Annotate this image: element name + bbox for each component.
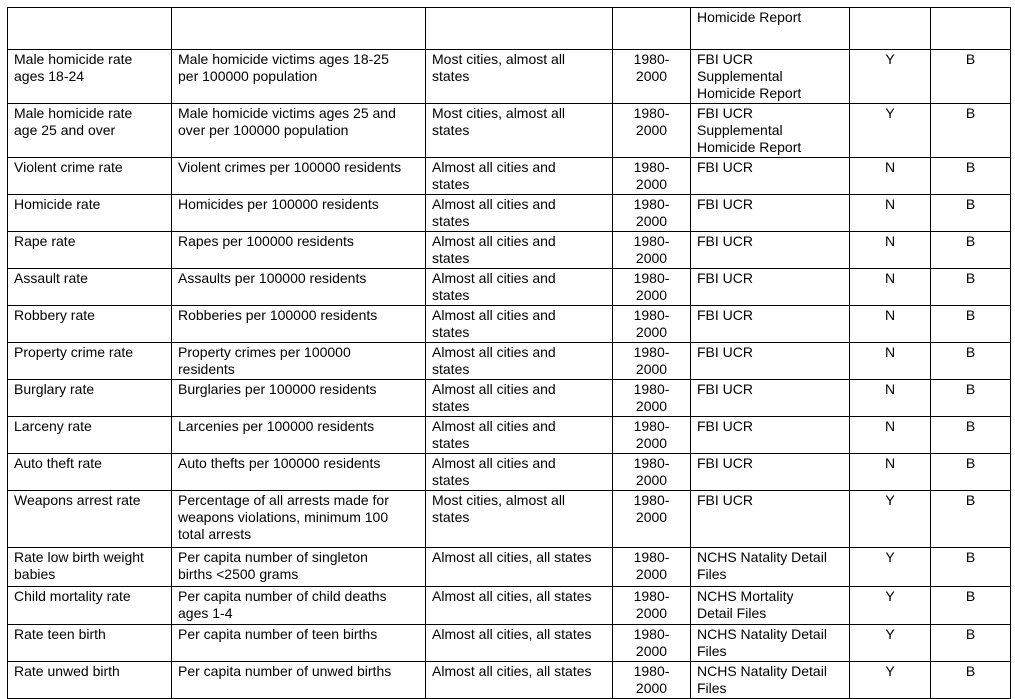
source-cell: FBI UCR: [691, 195, 850, 232]
coverage-cell: [426, 8, 613, 50]
coverage-cell: Almost all cities, all states: [426, 625, 613, 662]
table-row: [8, 50, 1011, 104]
coverage-cell: Almost all cities and states: [426, 417, 613, 454]
type-cell: B: [931, 232, 1011, 269]
indicator-name-cell: Robbery rate: [8, 306, 172, 343]
years-cell: 1980- 2000: [613, 104, 691, 158]
source-cell: NCHS Natality Detail Files: [691, 548, 850, 587]
flag-cell: Y: [850, 50, 931, 104]
flag-cell: Y: [850, 587, 931, 625]
coverage-cell: Almost all cities, all states: [426, 548, 613, 587]
years-cell: 1980- 2000: [613, 306, 691, 343]
coverage-cell: Almost all cities and states: [426, 269, 613, 306]
source-cell: FBI UCR: [691, 491, 850, 548]
coverage-cell: Almost all cities, all states: [426, 662, 613, 699]
type-cell: B: [931, 417, 1011, 454]
source-cell: NCHS Natality Detail Files: [691, 662, 850, 699]
flag-cell: N: [850, 195, 931, 232]
type-cell: [931, 8, 1011, 50]
table-row: [8, 380, 1011, 417]
indicator-name-cell: Assault rate: [8, 269, 172, 306]
table-row: [8, 158, 1011, 195]
table-row: [8, 104, 1011, 158]
coverage-cell: Almost all cities and states: [426, 232, 613, 269]
type-cell: B: [931, 104, 1011, 158]
flag-cell: Y: [850, 104, 931, 158]
indicator-name-cell: Property crime rate: [8, 343, 172, 380]
type-cell: B: [931, 662, 1011, 699]
indicator-name-cell: Rate unwed birth: [8, 662, 172, 699]
type-cell: B: [931, 454, 1011, 491]
source-cell: FBI UCR: [691, 269, 850, 306]
indicator-name-cell: Rape rate: [8, 232, 172, 269]
source-cell: FBI UCR: [691, 158, 850, 195]
table-row: [8, 491, 1011, 548]
source-cell: FBI UCR: [691, 454, 850, 491]
definition-cell: Male homicide victims ages 25 and over per 100000 population: [172, 104, 426, 158]
table-row: [8, 269, 1011, 306]
type-cell: B: [931, 548, 1011, 587]
table-row: [8, 306, 1011, 343]
table-row: [8, 625, 1011, 662]
indicator-name-cell: [8, 8, 172, 50]
source-cell: FBI UCR Supplemental Homicide Report: [691, 104, 850, 158]
years-cell: 1980- 2000: [613, 417, 691, 454]
indicator-name-cell: Child mortality rate: [8, 587, 172, 625]
indicator-name-cell: Rate teen birth: [8, 625, 172, 662]
years-cell: 1980- 2000: [613, 491, 691, 548]
flag-cell: Y: [850, 662, 931, 699]
source-cell: Homicide Report: [691, 8, 850, 50]
coverage-cell: Almost all cities and states: [426, 195, 613, 232]
definition-cell: Per capita number of unwed births: [172, 662, 426, 699]
coverage-cell: Almost all cities and states: [426, 343, 613, 380]
definition-cell: Auto thefts per 100000 residents: [172, 454, 426, 491]
coverage-cell: Almost all cities and states: [426, 158, 613, 195]
table-row: [8, 587, 1011, 625]
type-cell: B: [931, 491, 1011, 548]
coverage-cell: Almost all cities, all states: [426, 587, 613, 625]
flag-cell: Y: [850, 625, 931, 662]
coverage-cell: Most cities, almost all states: [426, 491, 613, 548]
type-cell: B: [931, 587, 1011, 625]
years-cell: 1980- 2000: [613, 548, 691, 587]
years-cell: 1980- 2000: [613, 232, 691, 269]
indicator-name-cell: Violent crime rate: [8, 158, 172, 195]
indicator-name-cell: Male homicide rate age 25 and over: [8, 104, 172, 158]
definition-cell: Larcenies per 100000 residents: [172, 417, 426, 454]
type-cell: B: [931, 380, 1011, 417]
source-cell: FBI UCR: [691, 417, 850, 454]
source-cell: FBI UCR: [691, 380, 850, 417]
definition-cell: Percentage of all arrests made for weapons violations, minimum 100 total arrests: [172, 491, 426, 548]
flag-cell: N: [850, 232, 931, 269]
source-cell: NCHS Mortality Detail Files: [691, 587, 850, 625]
definition-cell: Male homicide victims ages 18-25 per 100000 population: [172, 50, 426, 104]
years-cell: 1980- 2000: [613, 343, 691, 380]
flag-cell: N: [850, 380, 931, 417]
type-cell: B: [931, 50, 1011, 104]
definition-cell: [172, 8, 426, 50]
definition-cell: Assaults per 100000 residents: [172, 269, 426, 306]
definition-cell: Burglaries per 100000 residents: [172, 380, 426, 417]
definition-cell: Property crimes per 100000 residents: [172, 343, 426, 380]
definition-cell: Rapes per 100000 residents: [172, 232, 426, 269]
table-row: [8, 417, 1011, 454]
flag-cell: N: [850, 343, 931, 380]
indicator-name-cell: Homicide rate: [8, 195, 172, 232]
flag-cell: Y: [850, 491, 931, 548]
indicator-name-cell: Weapons arrest rate: [8, 491, 172, 548]
flag-cell: N: [850, 454, 931, 491]
years-cell: 1980- 2000: [613, 380, 691, 417]
years-cell: 1980- 2000: [613, 662, 691, 699]
type-cell: B: [931, 306, 1011, 343]
table-row: [8, 662, 1011, 699]
years-cell: 1980- 2000: [613, 195, 691, 232]
source-cell: FBI UCR: [691, 232, 850, 269]
flag-cell: N: [850, 417, 931, 454]
definition-cell: Violent crimes per 100000 residents: [172, 158, 426, 195]
indicator-name-cell: Male homicide rate ages 18-24: [8, 50, 172, 104]
coverage-cell: Almost all cities and states: [426, 380, 613, 417]
indicator-table: [7, 7, 1011, 699]
type-cell: B: [931, 195, 1011, 232]
indicator-name-cell: Rate low birth weight babies: [8, 548, 172, 587]
definition-cell: Per capita number of singleton births <2500 grams: [172, 548, 426, 587]
type-cell: B: [931, 158, 1011, 195]
source-cell: NCHS Natality Detail Files: [691, 625, 850, 662]
indicator-name-cell: Auto theft rate: [8, 454, 172, 491]
source-cell: FBI UCR: [691, 343, 850, 380]
years-cell: 1980- 2000: [613, 50, 691, 104]
coverage-cell: Most cities, almost all states: [426, 50, 613, 104]
source-cell: FBI UCR: [691, 306, 850, 343]
coverage-cell: Almost all cities and states: [426, 306, 613, 343]
flag-cell: Y: [850, 548, 931, 587]
indicator-name-cell: Larceny rate: [8, 417, 172, 454]
flag-cell: [850, 8, 931, 50]
years-cell: 1980- 2000: [613, 454, 691, 491]
table-row: [8, 232, 1011, 269]
years-cell: 1980- 2000: [613, 158, 691, 195]
definition-cell: Robberies per 100000 residents: [172, 306, 426, 343]
definition-cell: Per capita number of child deaths ages 1-4: [172, 587, 426, 625]
coverage-cell: Almost all cities and states: [426, 454, 613, 491]
years-cell: 1980- 2000: [613, 625, 691, 662]
table-body: [8, 8, 1011, 699]
years-cell: 1980- 2000: [613, 587, 691, 625]
indicator-name-cell: Burglary rate: [8, 380, 172, 417]
coverage-cell: Most cities, almost all states: [426, 104, 613, 158]
type-cell: B: [931, 269, 1011, 306]
flag-cell: N: [850, 158, 931, 195]
type-cell: B: [931, 625, 1011, 662]
years-cell: [613, 8, 691, 50]
years-cell: 1980- 2000: [613, 269, 691, 306]
type-cell: B: [931, 343, 1011, 380]
source-cell: FBI UCR Supplemental Homicide Report: [691, 50, 850, 104]
definition-cell: Per capita number of teen births: [172, 625, 426, 662]
table-row: [8, 195, 1011, 232]
table-row: [8, 548, 1011, 587]
table-row: [8, 8, 1011, 50]
table-row: [8, 454, 1011, 491]
flag-cell: N: [850, 306, 931, 343]
table-row: [8, 343, 1011, 380]
definition-cell: Homicides per 100000 residents: [172, 195, 426, 232]
flag-cell: N: [850, 269, 931, 306]
